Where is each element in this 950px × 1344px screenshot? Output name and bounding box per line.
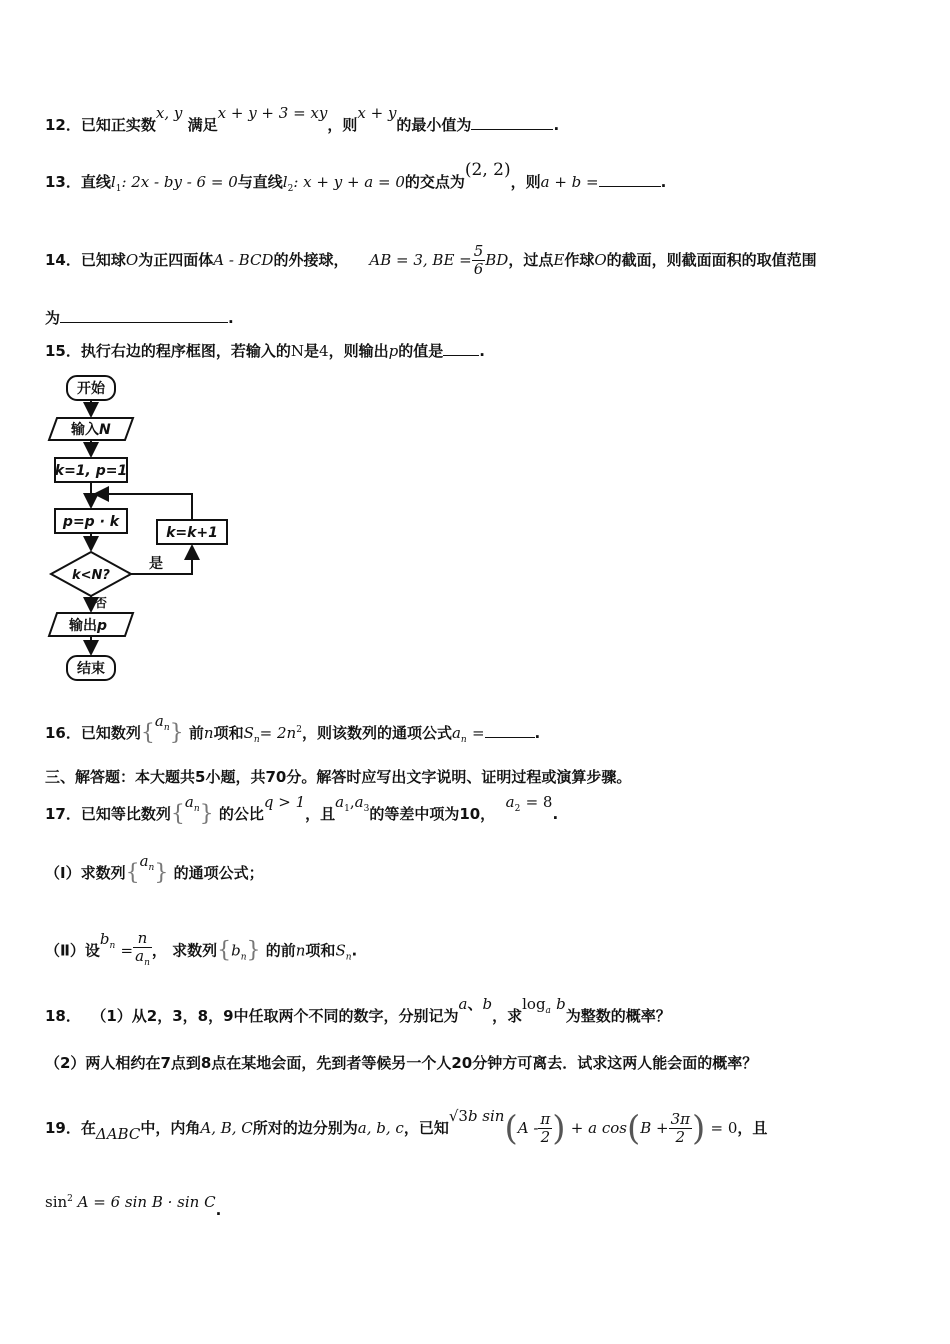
question-17-part-1: （Ⅰ）求数列$\{a_n\}$ 的通项公式； (45, 852, 264, 886)
question-17: 17．已知等比数列$\{a_n\}$ 的公比q > 1，且$a_1,a_3$的等差中项为10， $a_2 = 8$. (45, 793, 559, 827)
question-18-part-2: （2）两人相约在7点到8点在某地会面，先到者等候另一个人20分钟方可离去．试求这两人能会面的概率？ (45, 1054, 758, 1072)
question-18: 18． （1）从2，3，8，9中任取两个不同的数字，分别记为a、b，求$\log_a b$为整数的概率？ (45, 995, 671, 1025)
fraction-3pi-over-2: $\frac{3\pi}{2}$ (670, 1110, 690, 1146)
yes-label: 是 (149, 556, 163, 572)
question-19: 19．在ΔABC中，内角A, B, C所对的边分别为a, b, c，已知√3b sin(A - $\frac{\pi}{2}$ ) + a cos(B + $\frac{3\pi}{2}$ ) = 0，且 (45, 1107, 768, 1149)
question-13: 13．直线$l_1$: 2x - by - 6 = 0与直线$l_2$: x + y + a = 0的交点为(2, 2)，则a + b = . (45, 160, 667, 194)
condition-label: k<N? (72, 568, 110, 583)
answer-blank (443, 341, 479, 356)
question-14-line-2: 为 . (45, 309, 234, 327)
question-17-part-2: （Ⅱ）设$b_n$ = $\frac{n}{a_n}$ ， 求数列$\{b_n\}$ 的前n项和$S_n$. (45, 930, 357, 972)
question-12: 12．已知正实数x, y 满足x + y + 3 = xy，则x + y的最小值为 . (45, 104, 560, 134)
input-label: 输入N (71, 422, 111, 438)
fraction-n-over-an: $\frac{n}{a_n}$ (135, 929, 150, 968)
fraction-5-6: $\frac{5}{6}$ (473, 242, 484, 278)
question-16: 16．已知数列$\{a_n\}$ 前n项和$S_n= 2n^2$，则该数列的通项公式$a_n$ = . (45, 712, 541, 746)
end-label: 结束 (77, 661, 105, 677)
section-3-header: 三、解答题：本大题共5小题，共70分。解答时应写出文字说明、证明过程或演算步骤。 (45, 768, 632, 786)
answer-blank (485, 723, 535, 738)
answer-blank (60, 308, 228, 323)
output-label: 输出p (69, 618, 108, 634)
start-label: 开始 (77, 381, 105, 397)
program-flowchart (45, 370, 245, 686)
question-15: 15．执行右边的程序框图，若输入的N是4，则输出p的值是 . (45, 342, 485, 360)
init-label: k=1, p=1 (54, 463, 128, 479)
answer-blank (599, 172, 661, 187)
fraction-pi-over-2: $\frac{\pi}{2}$ (540, 1110, 551, 1146)
question-14: 14．已知球O为正四面体A - BCD的外接球， AB = 3, BE = $\frac{5}{6}$ BD，过点E作球O的截面，则截面面积的取值范围 (45, 242, 817, 278)
no-label: 否 (95, 596, 108, 610)
multiply-label: p=p · k (62, 514, 120, 530)
increment-label: k=k+1 (166, 525, 218, 541)
question-19-line-2: $\sin^2 A = 6$ sin B · sin C. (45, 1193, 222, 1219)
answer-blank (471, 115, 553, 130)
